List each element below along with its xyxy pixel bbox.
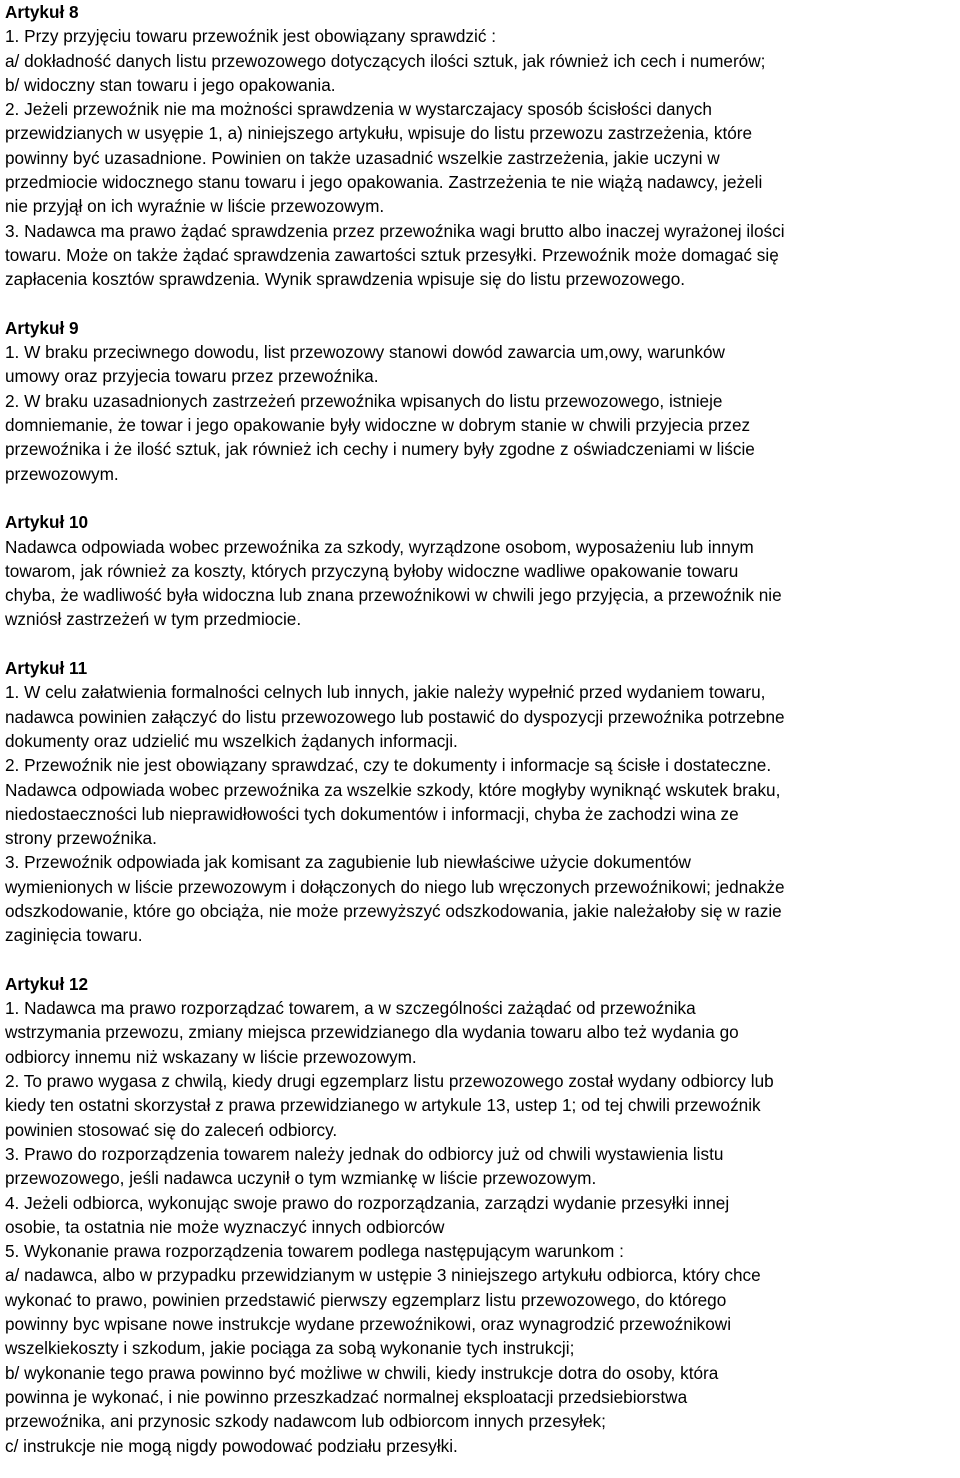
text-line: domniemanie, że towar i jego opakowanie były widoczne w dobrym stanie w chwili przyjecia przez xyxy=(5,415,751,436)
text-line: dokumenty oraz udzielić mu wszelkich żądanych informacji. xyxy=(5,730,458,751)
article-8 xyxy=(5,0,960,292)
text-line: 2. Jeżeli przewoźnik nie ma możności sprawdzenia w wystarczajacy sposób ścisłości danych xyxy=(5,99,712,120)
article-heading: Artykuł 8 xyxy=(5,2,79,22)
text-line: przewoźnika i że ilość sztuk, jak również ich cechy i numery były zgodne z oświadczeniami w liście xyxy=(5,439,755,460)
text-line: przedmiocie widocznego stanu towaru i jego opakowania. Zastrzeżenia te nie wiążą nadawcy, jeżeli xyxy=(5,172,763,193)
text-line: wykonać to prawo, powinien przedstawić pierwszy egzemplarz listu przewozowego, do którego xyxy=(5,1289,727,1310)
paragraph-gap xyxy=(5,486,960,510)
text-line: przewidzianych w usyępie 1, a) niniejszego artykułu, wpisuje do listu przewozu zastrzeżenia, które xyxy=(5,123,753,144)
text-line: b/ wykonanie tego prawa powinno być możliwe w chwili, kiedy instrukcje dotra do osoby, która xyxy=(5,1362,719,1383)
text-line: Nadawca odpowiada wobec przewoźnika za wszelkie szkody, które mogłyby wyniknąć wskutek braku, xyxy=(5,779,781,800)
text-line: powinna je wykonać, i nie powinno przeszkadzać normalnej eksploatacji przedsiebiorstwa xyxy=(5,1386,688,1407)
article-11 xyxy=(5,656,960,948)
text-line: 1. W braku przeciwnego dowodu, list przewozowy stanowi dowód zawarcia um,owy, warunków xyxy=(5,342,725,363)
article-9 xyxy=(5,316,960,486)
text-line: przewozowego, jeśli nadawca uczynił o tym wzmiankę w liście przewozowym. xyxy=(5,1168,597,1189)
text-line: strony przewoźnika. xyxy=(5,828,157,849)
text-line: 1. Przy przyjęciu towaru przewoźnik jest obowiązany sprawdzić : xyxy=(5,26,496,47)
text-line: wszelkiekoszty i szkodum, jakie pociąga za sobą wykonanie tych instrukcji; xyxy=(5,1338,575,1359)
text-line: zaginięcia towaru. xyxy=(5,925,143,946)
text-line: umowy oraz przyjecia towaru przez przewoźnika. xyxy=(5,366,379,387)
text-line: powinien stosować się do zaleceń odbiorcy. xyxy=(5,1119,338,1140)
text-line: towarom, jak również za koszty, których przyczyną byłoby widoczne wadliwe opakowanie towaru xyxy=(5,560,739,581)
text-line: nadawca powinien załączyć do listu przewozowego lub postawić do dyspozycji przewoźnika potrzebne xyxy=(5,706,785,727)
text-line: wzniósł zastrzeżeń w tym przedmiocie. xyxy=(5,609,302,630)
document-body xyxy=(5,0,960,1458)
text-line: wymienionych w liście przewozowym i dołączonych do niego lub wręczonych przewoźnikowi; jednakże xyxy=(5,876,785,897)
text-line: c/ instrukcje nie mogą nigdy powodować podziału przesyłki. xyxy=(5,1435,458,1456)
text-line: chyba, że wadliwość była widoczna lub znana przewoźnikowi w chwili jego przyjęcia, a przewoźnik nie xyxy=(5,585,782,606)
article-heading: Artykuł 9 xyxy=(5,317,79,338)
text-line: 2. Przewoźnik nie jest obowiązany sprawdzać, czy te dokumenty i informacje są ścisłe i dostateczne. xyxy=(5,755,772,776)
text-line: 3. Nadawca ma prawo żądać sprawdzenia przez przewoźnika wagi brutto albo inaczej wyrażonej ilości xyxy=(5,220,785,241)
paragraph-gap xyxy=(5,292,960,316)
paragraph-gap xyxy=(5,632,960,656)
text-line: przewozowym. xyxy=(5,463,119,484)
paragraph-gap xyxy=(5,948,960,972)
text-line: 2. To prawo wygasa z chwilą, kiedy drugi egzemplarz listu przewozowego został wydany odbiorcy lub xyxy=(5,1071,774,1092)
text-line: 3. Przewoźnik odpowiada jak komisant za zagubienie lub niewłaściwe użycie dokumentów xyxy=(5,852,691,873)
article-12 xyxy=(5,972,960,1458)
text-line: nie przyjął on ich wyraźnie w liście przewozowym. xyxy=(5,196,385,217)
article-heading: Artykuł 10 xyxy=(5,512,89,533)
text-line: b/ widoczny stan towaru i jego opakowania. xyxy=(5,74,336,95)
text-line: powinny byc wpisane nowe instrukcje wydane przewoźnikowi, oraz wynagrodzić przewoźnikowi xyxy=(5,1314,732,1335)
text-line: powinny być uzasadnione. Powinien on także uzasadnić wszelkie zastrzeżenia, jakie uczyni w xyxy=(5,147,720,168)
text-line: 3. Prawo do rozporządzenia towarem należy jednak do odbiorcy już od chwili wystawienia listu xyxy=(5,1143,724,1164)
text-line: odszkodowanie, które go obciąża, nie może przewyższyć odszkodowania, jakie należałoby się w razie xyxy=(5,900,782,921)
text-line: niedostaeczności lub nieprawidłowości tych dokumentów i informacji, chyba że zachodzi wina ze xyxy=(5,803,739,824)
text-line: a/ dokładność danych listu przewozowego dotyczących ilości sztuk, jak również ich cech i numerów; xyxy=(5,50,766,71)
text-line: odbiorcy innemu niż wskazany w liście przewozowym. xyxy=(5,1046,417,1067)
text-line: przewoźnika, ani przynosic szkody nadawcom lub odbiorcom innych przesyłek; xyxy=(5,1411,606,1432)
text-line: wstrzymania przewozu, zmiany miejsca przewidzianego dla wydania towaru albo też wydania go xyxy=(5,1022,739,1043)
text-line: 4. Jeżeli odbiorca, wykonując swoje prawo do rozporządzania, zarządzi wydanie przesyłki innej xyxy=(5,1192,730,1213)
text-line: a/ nadawca, albo w przypadku przewidzianym w ustępie 3 niniejszego artykułu odbiorca, który chce xyxy=(5,1265,761,1286)
text-line: Nadawca odpowiada wobec przewoźnika za szkody, wyrządzone osobom, wyposażeniu lub innym xyxy=(5,536,754,557)
text-line: 5. Wykonanie prawa rozporządzenia towarem podlega następującym warunkom : xyxy=(5,1241,624,1262)
article-heading: Artykuł 12 xyxy=(5,973,89,994)
article-heading: Artykuł 11 xyxy=(5,658,88,679)
text-line: zapłacenia kosztów sprawdzenia. Wynik sprawdzenia wpisuje się do listu przewozowego. xyxy=(5,269,686,290)
text-line: towaru. Może on także żądać sprawdzenia zawartości sztuk przesyłki. Przewoźnik może domagać się xyxy=(5,244,779,265)
text-line: 2. W braku uzasadnionych zastrzeżeń przewoźnika wpisanych do listu przewozowego, istnieje xyxy=(5,390,723,411)
text-line: 1. Nadawca ma prawo rozporządzać towarem, a w szczególności zażądać od przewoźnika xyxy=(5,998,696,1019)
text-line: kiedy ten ostatni skorzystał z prawa przewidzianego w artykule 13, ustep 1; od tej chwili przewoźnik xyxy=(5,1095,761,1116)
article-10 xyxy=(5,510,960,631)
text-line: 1. W celu załatwienia formalności celnych lub innych, jakie należy wypełnić przed wydaniem towaru, xyxy=(5,682,766,703)
text-line: osobie, ta ostatnia nie może wyznaczyć innych odbiorców xyxy=(5,1216,445,1237)
